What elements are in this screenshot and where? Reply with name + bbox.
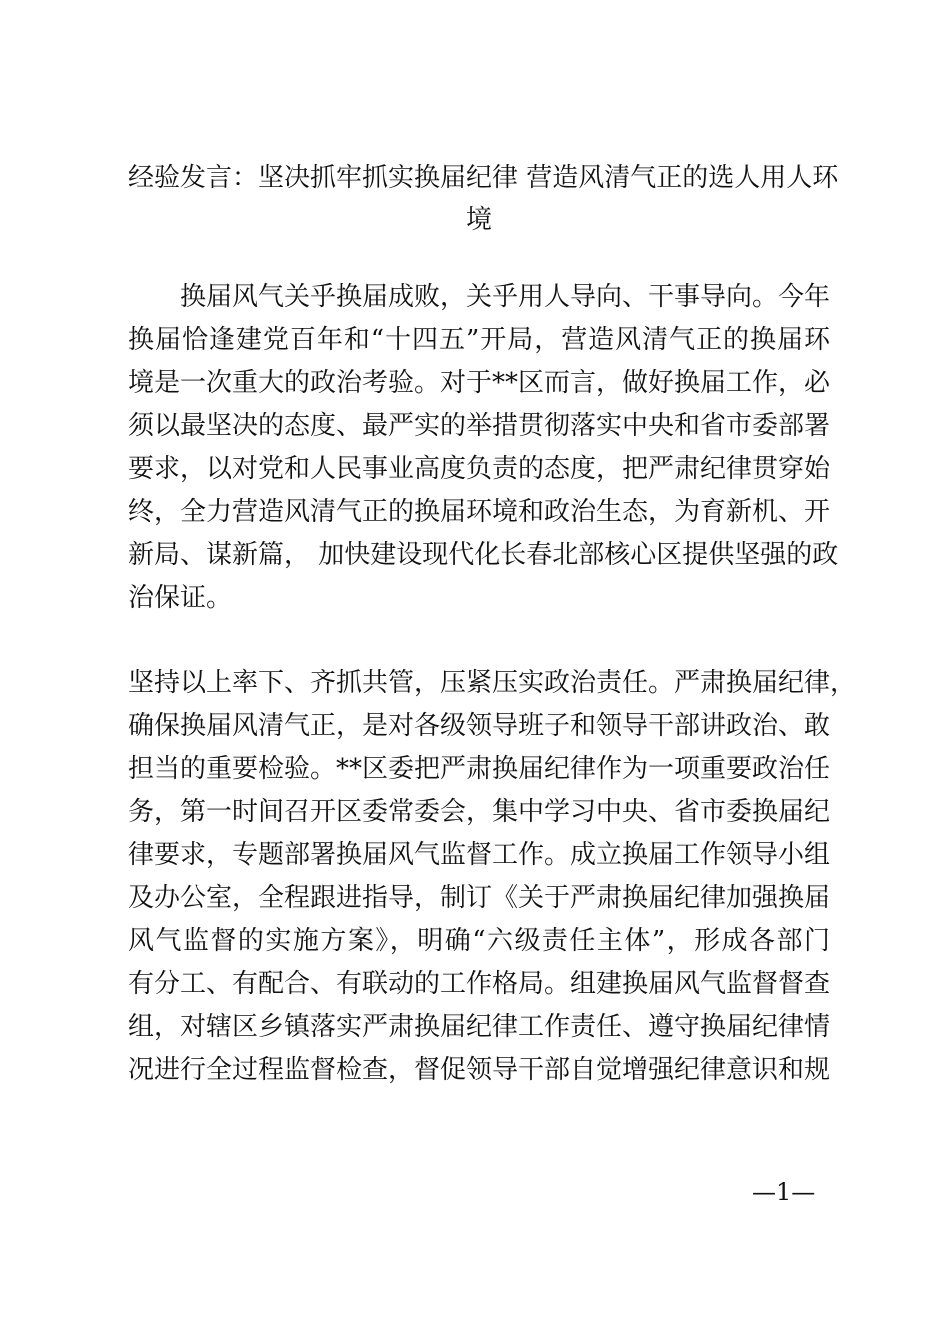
page-number: —1— bbox=[752, 1178, 816, 1206]
paragraph-line: 要求，以对党和人民事业高度负责的态度，把严肃纪律贯穿始 bbox=[128, 454, 831, 484]
paragraph-line: 境是一次重大的政治考验。对于**区而言，做好换届工作，必 bbox=[128, 368, 831, 398]
paragraph-line: 及办公室，全程跟进指导，制订《关于严肃换届纪律加强换届 bbox=[128, 883, 831, 913]
paragraph-line: 新局、谋新篇， 加快建设现代化长春北部核心区提供坚强的政 bbox=[128, 540, 839, 570]
paragraph-line: 须以最坚决的态度、最严实的举措贯彻落实中央和省市委部署 bbox=[128, 411, 831, 441]
paragraph-line: 况进行全过程监督检查，督促领导干部自觉增强纪律意识和规 bbox=[128, 1055, 831, 1085]
paragraph-line: 律要求，专题部署换届风气监督工作。成立换届工作领导小组 bbox=[128, 840, 831, 870]
document-title-line-1: 经验发言：坚决抓牢抓实换届纪律 营造风清气正的选人用人环 bbox=[128, 163, 839, 193]
paragraph-line: 换届风气关乎换届成败，关乎用人导向、干事导向。今年 bbox=[128, 282, 831, 312]
paragraph-line: 有分工、有配合、有联动的工作格局。组建换届风气监督督查 bbox=[128, 969, 831, 999]
paragraph-line: 换届恰逢建党百年和“十四五”开局，营造风清气正的换届环 bbox=[128, 325, 830, 355]
paragraph-line: 务，第一时间召开区委常委会，集中学习中央、省市委换届纪 bbox=[128, 797, 831, 827]
paragraph-line: 确保换届风清气正，是对各级领导班子和领导干部讲政治、敢 bbox=[128, 711, 831, 741]
paragraph-line: 风气监督的实施方案》，明确“六级责任主体”，形成各部门 bbox=[128, 926, 830, 956]
paragraph-line: 坚持以上率下、齐抓共管，压紧压实政治责任。严肃换届纪律， bbox=[128, 668, 857, 698]
paragraph-line: 治保证。 bbox=[128, 583, 233, 613]
document-title-line-2: 境 bbox=[465, 205, 492, 235]
paragraph-line: 组，对辖区乡镇落实严肃换届纪律工作责任、遵守换届纪律情 bbox=[128, 1012, 831, 1042]
paragraph-line: 终，全力营造风清气正的换届环境和政治生态，为育新机、开 bbox=[128, 497, 831, 527]
paragraph-line: 担当的重要检验。**区委把严肃换届纪律作为一项重要政治任 bbox=[128, 754, 831, 784]
